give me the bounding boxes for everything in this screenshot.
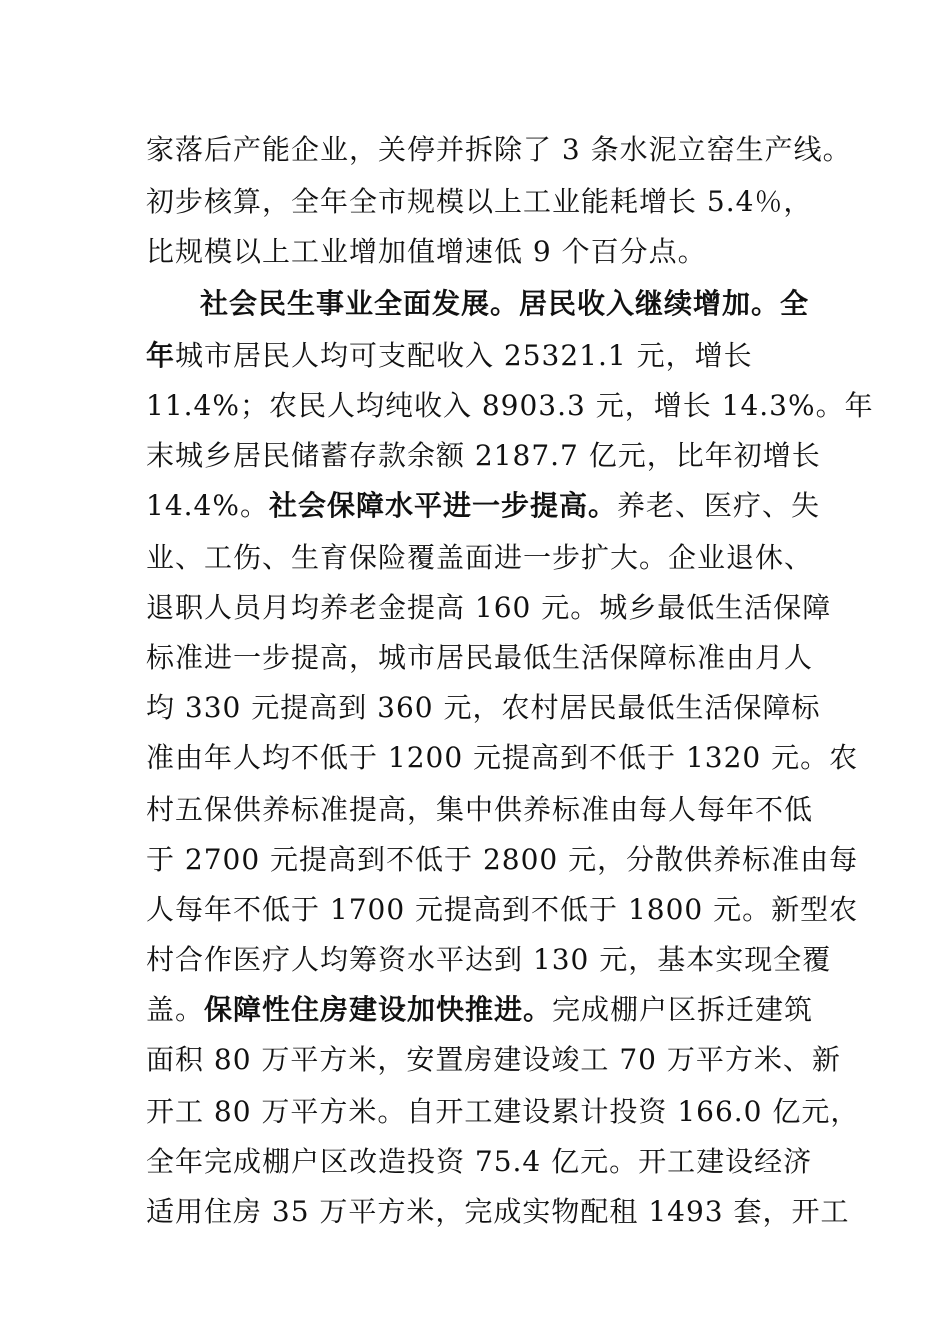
text-line: 村合作医疗人均筹资水平达到 130 元，基本实现全覆 [146, 943, 832, 976]
text-line: 业、工伤、生育保险覆盖面进一步扩大。企业退休、 [146, 541, 814, 574]
text-line: 适用住房 35 万平方米，完成实物配租 1493 套，开工 [146, 1195, 850, 1228]
text-line: 于 2700 元提高到不低于 2800 元，分散供养标准由每 [146, 843, 859, 876]
text-span: 盖。 [146, 993, 205, 1026]
text-line: 开工 80 万平方米。自开工建设累计投资 166.0 亿元， [146, 1095, 860, 1128]
text-span: 完成棚户区拆迁建筑 [552, 993, 814, 1026]
text-line: 末城乡居民储蓄存款余额 2187.7 亿元，比年初增长 [146, 439, 821, 472]
text-span: 14.4%。 [146, 489, 269, 522]
text-line: 比规模以上工业增加值增速低 9 个百分点。 [146, 235, 707, 268]
text-line: 标准进一步提高，城市居民最低生活保障标准由月人 [146, 641, 814, 674]
text-span: 养老、医疗、失 [616, 489, 820, 522]
text-line: 退职人员月均养老金提高 160 元。城乡最低生活保障 [146, 591, 832, 624]
text-line: 11.4%；农民人均纯收入 8903.3 元，增长 14.3%。年 [146, 389, 874, 422]
section-heading-continuation: 年 [146, 339, 176, 372]
section-heading: 保障性住房建设加快推进。 [204, 993, 553, 1026]
text-line: 均 330 元提高到 360 元，农村居民最低生活保障标 [146, 691, 821, 724]
text-line: 村五保供养标准提高，集中供养标准由每人每年不低 [146, 793, 814, 826]
text-line: 全年完成棚户区改造投资 75.4 亿元。开工建设经济 [146, 1145, 813, 1178]
text-line [146, 486, 820, 526]
text-line: 面积 80 万平方米，安置房建设竣工 70 万平方米、新 [146, 1043, 841, 1076]
text-line: 人每年不低于 1700 元提高到不低于 1800 元。新型农 [146, 893, 859, 926]
text-line [146, 336, 753, 376]
text-line: 准由年人均不低于 1200 元提高到不低于 1320 元。农 [146, 741, 859, 774]
section-heading: 社会民生事业全面发展。居民收入继续增加。全 [200, 287, 810, 320]
text-span: 城市居民人均可支配收入 25321.1 元，增长 [175, 339, 753, 372]
section-heading: 社会保障水平进一步提高。 [268, 489, 617, 522]
text-line [146, 990, 813, 1030]
text-line: 初步核算，全年全市规模以上工业能耗增长 5.4％， [146, 185, 813, 218]
text-line: 家落后产能企业，关停并拆除了 3 条水泥立窑生产线。 [146, 133, 852, 166]
